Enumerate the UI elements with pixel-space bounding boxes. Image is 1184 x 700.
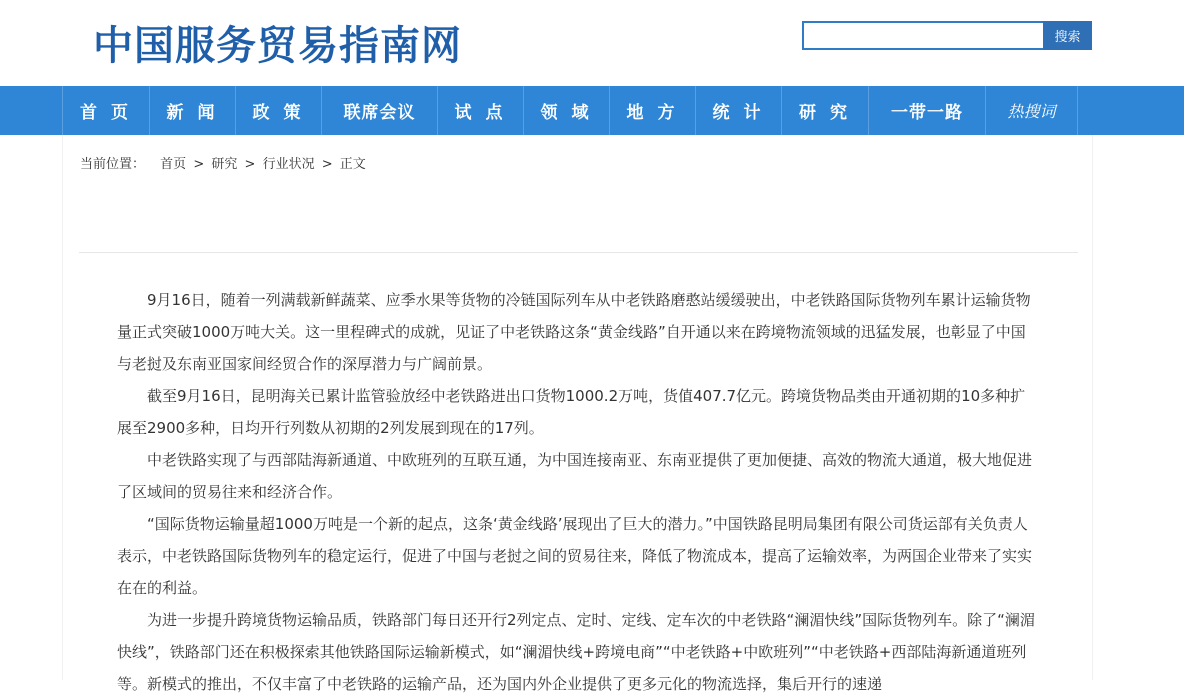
article-body	[117, 284, 1039, 700]
nav-item-news[interactable]: 新 闻	[149, 86, 235, 135]
breadcrumb-separator: >	[193, 157, 205, 172]
article-paragraph: 9月16日，随着一列满载新鲜蔬菜、应季水果等货物的冷链国际列车从中老铁路磨憨站缓缓驶出，中老铁路国际货物列车累计运输货物量正式突破1000万吨大关。这一里程碑式的成就，见证了中老铁路这条“黄金线路”自开通以来在跨境物流领域的迅猛发展，也彰显了中国与老挝及东南亚国家间经贸合作的深厚潜力与广阔前景。	[117, 291, 1031, 373]
article-paragraph: “国际货物运输量超1000万吨是一个新的起点，这条‘黄金线路’展现出了巨大的潜力。”中国铁路昆明局集团有限公司货运部有关负责人表示，中老铁路国际货物列车的稳定运行，促进了中国与老挝之间的贸易往来，降低了物流成本，提高了运输效率，为两国企业带来了实实在在的利益。	[117, 515, 1033, 597]
site-header	[0, 0, 1184, 86]
main-content	[62, 135, 1093, 693]
breadcrumb-research[interactable]: 研究	[211, 157, 238, 172]
nav-items	[62, 86, 1078, 135]
nav-item-research[interactable]: 研 究	[781, 86, 868, 135]
search-button[interactable]: 搜索	[1043, 21, 1092, 50]
nav-item-local[interactable]: 地 方	[609, 86, 695, 135]
breadcrumb-separator: >	[244, 157, 256, 172]
nav-item-joint-meeting[interactable]: 联席会议	[321, 86, 437, 135]
search-bar	[802, 21, 1092, 50]
title-divider	[79, 252, 1078, 253]
article-paragraph: 截至9月16日，昆明海关已累计监管验放经中老铁路进出口货物1000.2万吨，货值407.7亿元。跨境货物品类由开通初期的10多种扩展至2900多种，日均开行列数从初期的2列发展到现在的17列。	[117, 387, 1026, 437]
nav-item-hot-keywords[interactable]: 热搜词	[985, 86, 1078, 135]
breadcrumb-separator: >	[321, 157, 333, 172]
breadcrumb-current: 正文	[339, 157, 366, 172]
search-input[interactable]	[802, 21, 1043, 50]
nav-item-statistics[interactable]: 统 计	[695, 86, 781, 135]
breadcrumb-prefix: 当前位置：	[80, 157, 146, 172]
article-paragraph: 为进一步提升跨境货物运输品质，铁路部门每日还开行2列定点、定时、定线、定车次的中老铁路“澜湄快线”国际货物列车。除了“澜湄快线”，铁路部门还在积极探索其他铁路国际运输新模式，如“澜湄快线+跨境电商”“中老铁路+中欧班列”“中老铁路+西部陆海新通道班列等。新模式的推出，不仅丰富了中老铁路的运输产品，还为国内外企业提供了更多元化的物流选择，集后开行的速递	[117, 611, 1035, 693]
nav-item-policy[interactable]: 政 策	[235, 86, 321, 135]
breadcrumb-home[interactable]: 首页	[160, 157, 187, 172]
nav-item-belt-and-road[interactable]: 一带一路	[868, 86, 985, 135]
nav-item-home[interactable]: 首 页	[62, 86, 149, 135]
breadcrumb	[80, 153, 369, 172]
nav-item-fields[interactable]: 领 域	[523, 86, 609, 135]
nav-item-pilot[interactable]: 试 点	[437, 86, 523, 135]
breadcrumb-industry-status[interactable]: 行业状况	[262, 157, 315, 172]
site-logo[interactable]: 中国服务贸易指南网	[93, 23, 462, 69]
article-paragraph: 中老铁路实现了与西部陆海新通道、中欧班列的互联互通，为中国连接南亚、东南亚提供了更加便捷、高效的物流大通道，极大地促进了区域间的贸易往来和经济合作。	[117, 451, 1033, 501]
main-nav	[0, 86, 1184, 135]
